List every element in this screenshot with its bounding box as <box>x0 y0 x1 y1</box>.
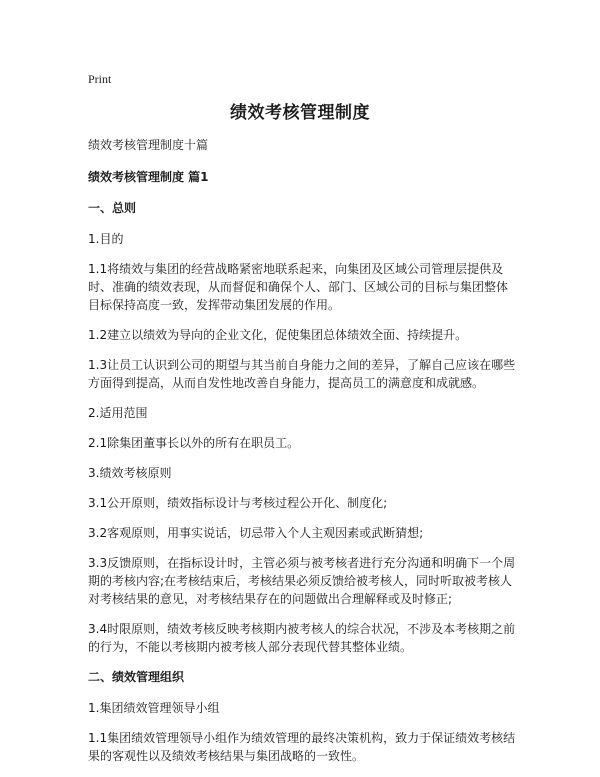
item-title: 1.集团绩效管理领导小组 <box>88 701 220 715</box>
document-subtitle: 绩效考核管理制度十篇 <box>88 138 209 152</box>
item-title: 2.适用范围 <box>88 406 148 420</box>
section-heading: 一、总则 <box>88 201 137 215</box>
paragraph: 1.1将绩效与集团的经营战略紧密地联系起来，向集团及区域公司管理层提供及时、准确的绩效表现，从而督促和确保个人、部门、区域公司的目标与集团整体目标保持高度一致，发挥带动集团发展的作用。 <box>88 262 509 312</box>
paragraph: 2.1除集团董事长以外的所有在职员工。 <box>88 436 300 450</box>
print-link[interactable]: Print <box>88 72 112 86</box>
paragraph: 3.3反馈原则，在指标设计时，主管必须与被考核者进行充分沟通和明确下一个周期的考核内容;在考核结束后，考核结果必须反馈给被考核人，同时听取被考核人对考核结果的意见，对考核结果存在的问题做出合理解释或及时修正; <box>88 556 516 606</box>
paragraph: 3.1公开原则，绩效指标设计与考核过程公开化、制度化; <box>88 496 388 510</box>
section-heading: 二、绩效管理组织 <box>88 670 185 684</box>
item-title: 3.绩效考核原则 <box>88 466 172 480</box>
document-body <box>88 136 518 777</box>
paragraph: 1.2建立以绩效为导向的企业文化，促使集团总体绩效全面、持续提升。 <box>88 328 468 342</box>
paragraph: 3.2客观原则，用事实说话，切忌带入个人主观因素或武断猜想; <box>88 526 424 540</box>
paragraph: 3.4时限原则，绩效考核反映考核期内被考核人的综合状况，不涉及本考核期之前的行为，不能以考核期内被考核人部分表现代替其整体业绩。 <box>88 622 516 654</box>
article-heading: 绩效考核管理制度 篇1 <box>88 170 209 184</box>
paragraph: 1.1集团绩效管理领导小组作为绩效管理的最终决策机构，致力于保证绩效考核结果的客观性以及绩效考核结果与集团战略的一致性。 <box>88 731 516 763</box>
item-title: 1.目的 <box>88 232 124 246</box>
paragraph: 1.3让员工认识到公司的期望与其当前自身能力之间的差异，了解自己应该在哪些方面得到提高，从而自发性地改善自身能力，提高员工的满意度和成就感。 <box>88 358 516 390</box>
page-title: 绩效考核管理制度 <box>230 103 370 123</box>
